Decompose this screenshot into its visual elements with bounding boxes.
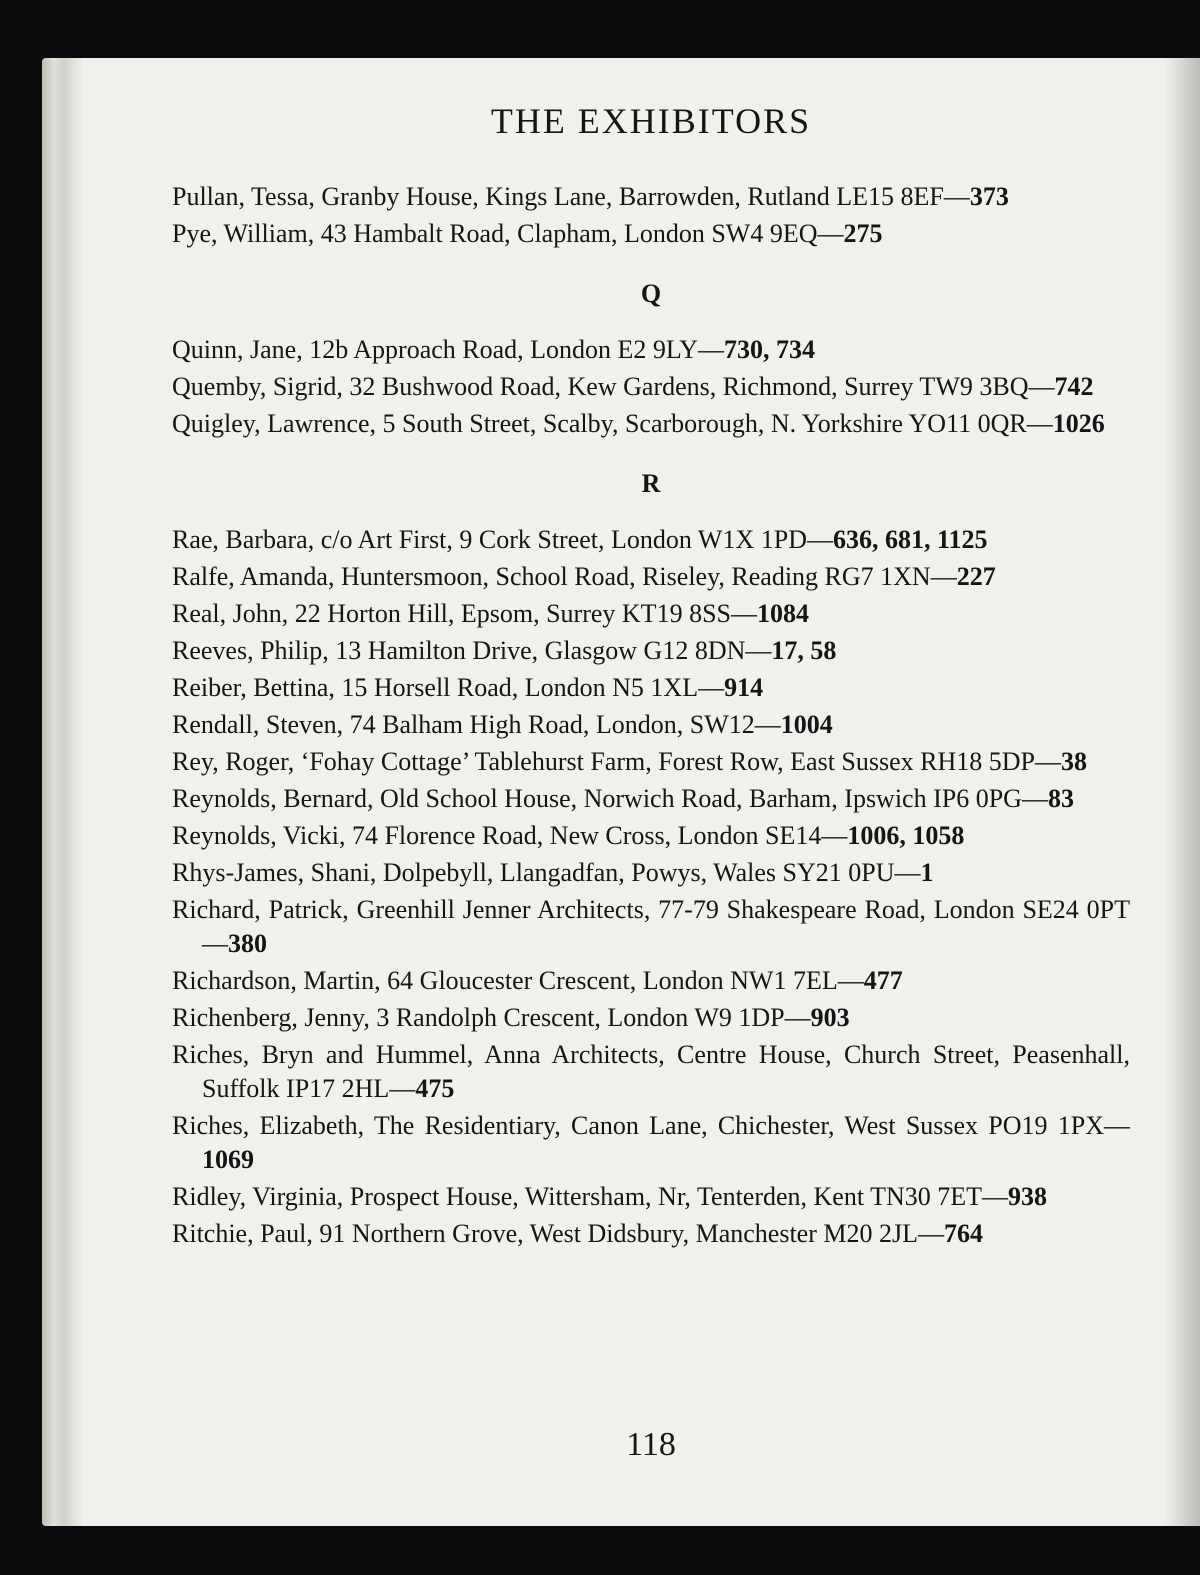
catalogue-numbers: 1004	[780, 710, 833, 739]
entry-text: Riches, Bryn and Hummel, Anna Architects, Centre House, Church Street, Peasenhall, Suffolk IP17 2HL—	[172, 1040, 1130, 1103]
exhibitor-entry	[172, 217, 1130, 251]
catalogue-numbers: 380	[228, 929, 267, 958]
catalogue-numbers: 477	[863, 966, 903, 995]
catalogue-numbers: 38	[1061, 747, 1088, 776]
catalogue-numbers: 17, 58	[771, 636, 837, 665]
exhibitor-entry	[172, 180, 1130, 214]
exhibitor-entry	[172, 407, 1130, 441]
exhibitor-entry	[172, 745, 1130, 779]
exhibitor-entry	[172, 893, 1130, 961]
entry-text: Real, John, 22 Horton Hill, Epsom, Surrey KT19 8SS—	[172, 599, 757, 628]
entry-text: Richenberg, Jenny, 3 Randolph Crescent, London W9 1DP—	[172, 1003, 811, 1032]
entry-text: Riches, Elizabeth, The Residentiary, Canon Lane, Chichester, West Sussex PO19 1PX—	[172, 1111, 1130, 1140]
entry-text: Quemby, Sigrid, 32 Bushwood Road, Kew Gardens, Richmond, Surrey TW9 3BQ—	[172, 372, 1055, 401]
entry-text: Ridley, Virginia, Prospect House, Wittersham, Nr, Tenterden, Kent TN30 7ET—	[172, 1182, 1009, 1211]
page-number: 118	[626, 1426, 676, 1463]
entry-text: Reiber, Bettina, 15 Horsell Road, London N5 1XL—	[172, 673, 725, 702]
catalogue-numbers: 914	[724, 673, 764, 702]
catalogue-numbers: 227	[956, 562, 996, 591]
catalogue-numbers: 903	[810, 1003, 850, 1032]
entry-text: Rae, Barbara, c/o Art First, 9 Cork Street, London W1X 1PD—	[172, 525, 833, 554]
exhibitor-entry	[172, 856, 1130, 890]
catalogue-numbers: 1006, 1058	[847, 821, 965, 850]
exhibitor-entry	[172, 1217, 1130, 1251]
page-gutter-shadow	[1164, 58, 1200, 1526]
entry-text: Rendall, Steven, 74 Balham High Road, London, SW12—	[172, 710, 781, 739]
entry-text: Reynolds, Bernard, Old School House, Norwich Road, Barham, Ipswich IP6 0PG—	[172, 784, 1048, 813]
catalogue-numbers: 730, 734	[723, 335, 815, 364]
entry-text: Quinn, Jane, 12b Approach Road, London E2 9LY—	[172, 335, 724, 364]
exhibitor-entry	[172, 1001, 1130, 1035]
exhibitor-list	[172, 180, 1130, 1251]
exhibitor-entry	[172, 782, 1130, 816]
entry-text: Richardson, Martin, 64 Gloucester Crescent, London NW1 7EL—	[172, 966, 864, 995]
entry-text: Pye, William, 43 Hambalt Road, Clapham, London SW4 9EQ—	[172, 219, 844, 248]
entry-text: Ralfe, Amanda, Huntersmoon, School Road, Riseley, Reading RG7 1XN—	[172, 562, 957, 591]
exhibitor-entry	[172, 523, 1130, 557]
exhibitor-entry	[172, 1038, 1130, 1106]
catalogue-numbers: 636, 681, 1125	[832, 525, 988, 554]
entry-text: Pullan, Tessa, Granby House, Kings Lane, Barrowden, Rutland LE15 8EF—	[172, 182, 970, 211]
exhibitor-entry	[172, 708, 1130, 742]
exhibitor-entry	[172, 597, 1130, 631]
exhibitor-entry	[172, 560, 1130, 594]
catalogue-numbers: 83	[1047, 784, 1074, 813]
page-title: THE EXHIBITORS	[490, 101, 812, 141]
catalogue-numbers: 1069	[202, 1145, 254, 1174]
exhibitor-entry	[172, 333, 1130, 367]
entry-text: Reynolds, Vicki, 74 Florence Road, New Cross, London SE14—	[172, 821, 848, 850]
catalogue-numbers: 938	[1008, 1182, 1048, 1211]
catalogue-numbers: 1026	[1052, 409, 1105, 438]
exhibitor-entry	[172, 1109, 1130, 1177]
section-letter: Q	[640, 279, 662, 308]
book-page	[42, 58, 1200, 1526]
catalogue-numbers: 764	[944, 1219, 984, 1248]
entry-text: Rey, Roger, ‘Fohay Cottage’ Tablehurst Farm, Forest Row, East Sussex RH18 5DP—	[172, 747, 1062, 776]
catalogue-numbers: 475	[415, 1074, 455, 1103]
catalogue-numbers: 373	[969, 182, 1009, 211]
exhibitor-entry	[172, 671, 1130, 705]
entry-text: Reeves, Philip, 13 Hamilton Drive, Glasgow G12 8DN—	[172, 636, 772, 665]
entry-text: Ritchie, Paul, 91 Northern Grove, West Didsbury, Manchester M20 2JL—	[172, 1219, 945, 1248]
entry-text: Rhys-James, Shani, Dolpebyll, Llangadfan, Powys, Wales SY21 0PU—	[172, 858, 921, 887]
exhibitor-entry	[172, 1180, 1130, 1214]
section-letter: R	[641, 469, 661, 498]
catalogue-numbers: 275	[843, 219, 883, 248]
catalogue-numbers: 1084	[757, 599, 809, 628]
page-edge	[42, 58, 82, 1526]
catalogue-numbers: 1	[920, 858, 934, 887]
entry-text: Quigley, Lawrence, 5 South Street, Scalby, Scarborough, N. Yorkshire YO11 0QR—	[172, 409, 1053, 438]
exhibitor-entry	[172, 370, 1130, 404]
catalogue-numbers: 742	[1054, 372, 1094, 401]
entry-text: Richard, Patrick, Greenhill Jenner Architects, 77-79 Shakespeare Road, London SE24 0PT—	[172, 895, 1130, 958]
exhibitor-entry	[172, 964, 1130, 998]
exhibitor-entry	[172, 634, 1130, 668]
exhibitor-entry	[172, 819, 1130, 853]
